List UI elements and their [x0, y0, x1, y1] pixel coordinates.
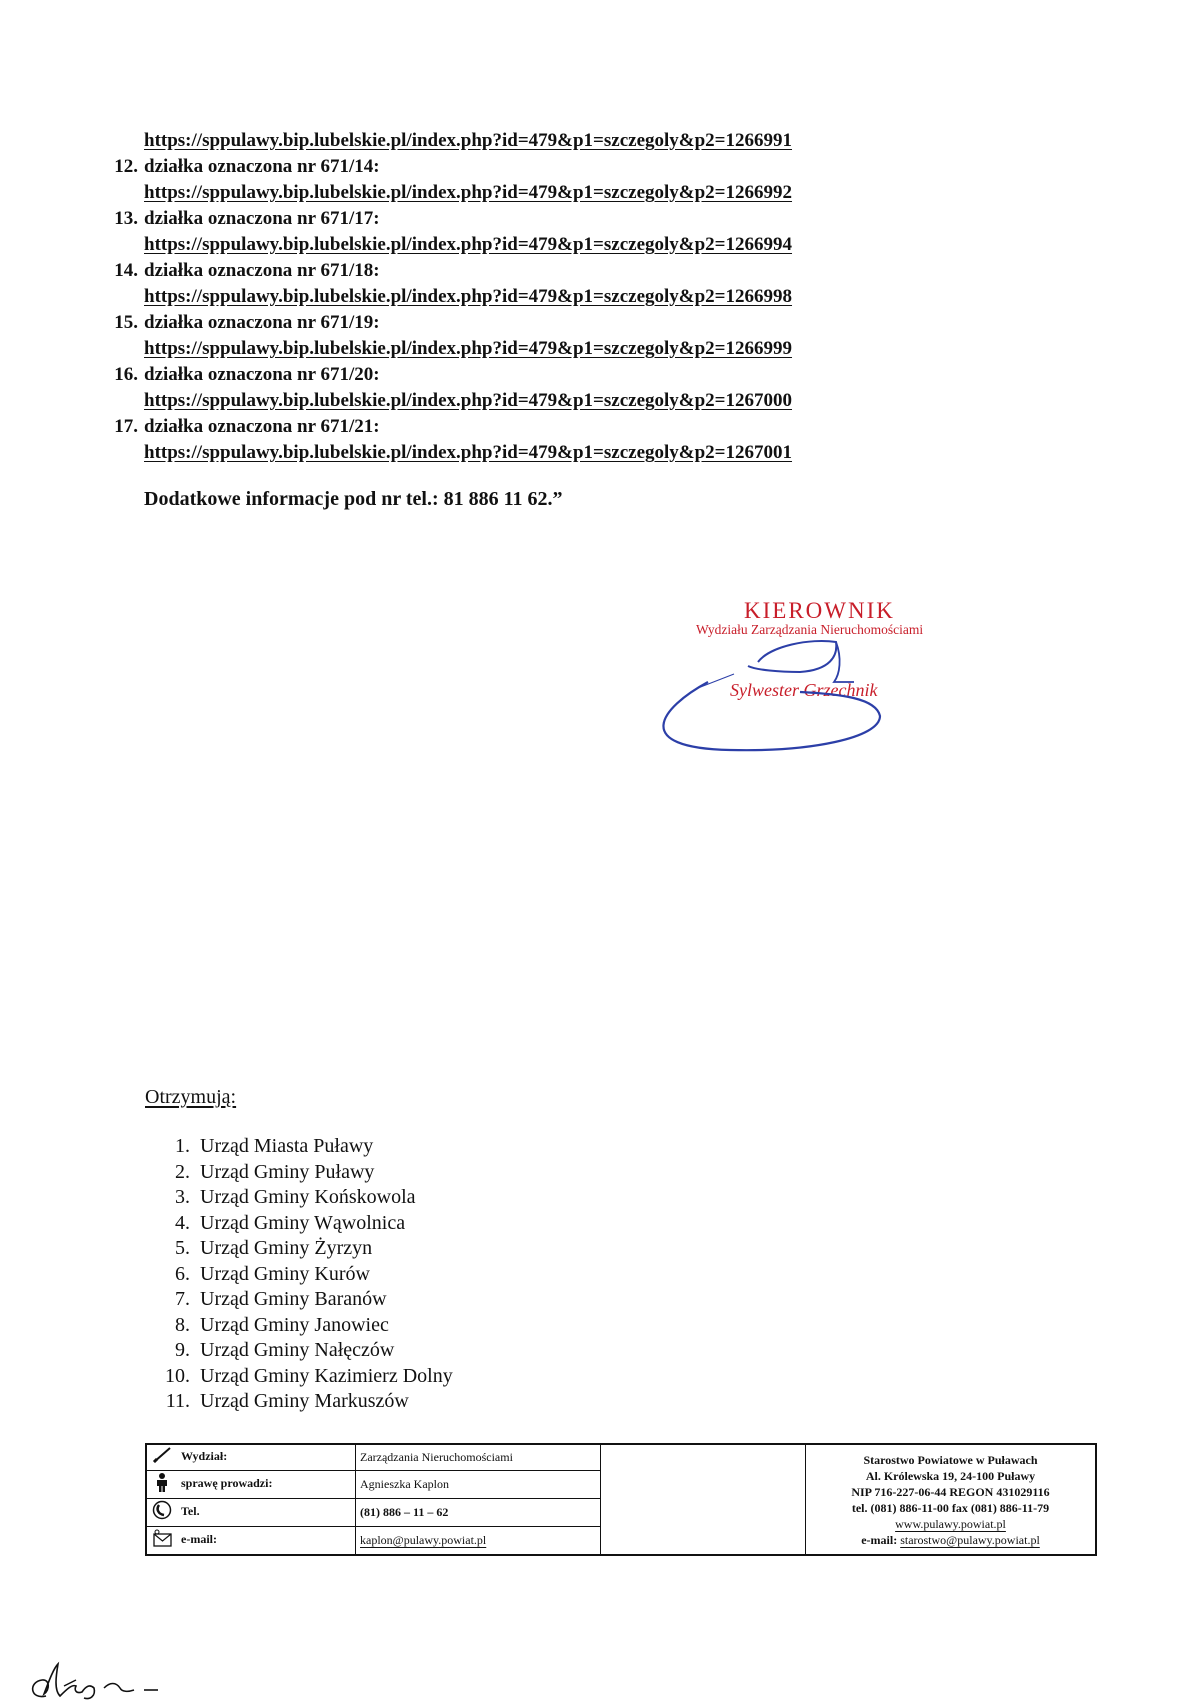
contact-label-cell: [147, 1498, 356, 1526]
phone-icon: [151, 1500, 181, 1524]
handwritten-initials: [20, 1660, 160, 1704]
plot-label: działka oznaczona nr 671/19:: [144, 312, 380, 333]
plot-link[interactable]: https://sppulawy.bip.lubelskie.pl/index.php?id=479&p1=szczegoly&p2=1266991: [144, 130, 793, 151]
recipient-item: [160, 1338, 453, 1364]
office-phones: tel. (081) 886-11-00 fax (081) 886-11-79: [851, 1500, 1050, 1515]
recipient-item: [160, 1389, 453, 1415]
contact-value: Agnieszka Kaplon: [356, 1470, 601, 1498]
stamp-subtitle: Wydziału Zarządzania Nieruchomościami: [696, 622, 924, 637]
recipient-item: [160, 1287, 453, 1313]
recipient-number: 11.: [165, 1390, 190, 1412]
recipient-name: Urząd Gminy Puławy: [200, 1160, 375, 1183]
stamp-name: Sylwester Grzechnik: [730, 680, 878, 700]
office-details: [806, 1445, 1096, 1555]
blank-cell: [601, 1445, 806, 1555]
plot-item: [90, 414, 990, 440]
recipient-name: Urząd Gminy Kurów: [200, 1262, 370, 1285]
recipient-item: [160, 1185, 453, 1211]
recipient-item: [160, 1236, 453, 1262]
office-ids: NIP 716-227-06-44 REGON 431029116: [851, 1484, 1050, 1499]
contact-label-cell: [147, 1445, 356, 1471]
additional-info: Dodatkowe informacje pod nr tel.: 81 886 11 62.”: [144, 488, 563, 510]
contact-label-cell: [147, 1470, 356, 1498]
recipient-name: Urząd Gminy Markuszów: [200, 1390, 409, 1412]
office-email-label: e-mail:: [861, 1532, 898, 1547]
contact-label: Tel.: [181, 1504, 200, 1519]
recipient-name: Urząd Gminy Baranów: [200, 1288, 387, 1310]
recipient-name: Urząd Gminy Kazimierz Dolny: [200, 1364, 453, 1387]
recipient-item: [160, 1160, 453, 1186]
recipients-label: Otrzymują:: [145, 1086, 237, 1108]
recipient-number: 5.: [175, 1237, 190, 1259]
pen-icon: [151, 1446, 181, 1468]
recipient-name: Urząd Miasta Puławy: [200, 1135, 374, 1157]
recipient-number: 6.: [175, 1262, 190, 1285]
plot-item: [90, 258, 990, 284]
signature-scribble: [640, 598, 970, 758]
recipient-number: 8.: [175, 1313, 190, 1336]
plot-number: 16.: [114, 364, 138, 385]
plot-link[interactable]: https://sppulawy.bip.lubelskie.pl/index.php?id=479&p1=szczegoly&p2=1267000: [144, 390, 793, 411]
plot-link[interactable]: https://sppulawy.bip.lubelskie.pl/index.php?id=479&p1=szczegoly&p2=1267001: [144, 442, 793, 463]
plot-link[interactable]: https://sppulawy.bip.lubelskie.pl/index.php?id=479&p1=szczegoly&p2=1266994: [144, 234, 793, 255]
plot-item: [90, 154, 990, 180]
office-email[interactable]: starostwo@pulawy.powiat.pl: [900, 1532, 1040, 1547]
plot-item: [90, 206, 990, 232]
recipient-number: 9.: [175, 1339, 190, 1361]
recipients-list: [160, 1134, 453, 1415]
recipient-number: 1.: [175, 1135, 190, 1157]
contact-table: [145, 1443, 1097, 1556]
recipient-item: [160, 1364, 453, 1390]
stamp-title: KIEROWNIK: [744, 598, 895, 623]
plot-link[interactable]: https://sppulawy.bip.lubelskie.pl/index.php?id=479&p1=szczegoly&p2=1266999: [144, 338, 793, 359]
recipient-item: [160, 1211, 453, 1237]
plot-item: [90, 310, 990, 336]
office-address: Al. Królewska 19, 24-100 Puławy: [865, 1468, 1036, 1483]
plot-link[interactable]: https://sppulawy.bip.lubelskie.pl/index.php?id=479&p1=szczegoly&p2=1266998: [144, 286, 793, 307]
contact-email[interactable]: kaplon@pulawy.powiat.pl: [356, 1526, 601, 1554]
office-website[interactable]: www.pulawy.powiat.pl: [895, 1516, 1006, 1531]
mail-icon: [151, 1528, 181, 1552]
plot-number: 13.: [114, 208, 138, 229]
plot-label: działka oznaczona nr 671/17:: [144, 208, 380, 229]
official-stamp: [640, 598, 970, 758]
plot-links-list: [90, 128, 990, 466]
plot-number: 15.: [114, 312, 138, 333]
office-name: Starostwo Powiatowe w Puławach: [863, 1452, 1038, 1467]
contact-value: (81) 886 – 11 – 62: [356, 1498, 601, 1526]
recipient-item: [160, 1313, 453, 1339]
plot-link[interactable]: https://sppulawy.bip.lubelskie.pl/index.php?id=479&p1=szczegoly&p2=1266992: [144, 182, 793, 203]
plot-number: 17.: [114, 416, 138, 437]
person-icon: [151, 1472, 181, 1496]
contact-value: Zarządzania Nieruchomościami: [356, 1445, 601, 1471]
recipient-item: [160, 1262, 453, 1288]
plot-label: działka oznaczona nr 671/21:: [144, 416, 380, 437]
recipient-item: [160, 1134, 453, 1160]
recipient-number: 4.: [175, 1211, 190, 1234]
plot-number: 12.: [114, 156, 138, 177]
plot-label: działka oznaczona nr 671/20:: [144, 364, 380, 385]
plot-number: 14.: [114, 260, 138, 281]
plot-label: działka oznaczona nr 671/18:: [144, 260, 380, 281]
recipient-number: 10.: [165, 1364, 190, 1387]
recipient-name: Urząd Gminy Końskowola: [200, 1186, 416, 1208]
recipient-number: 7.: [175, 1288, 190, 1310]
recipient-name: Urząd Gminy Żyrzyn: [200, 1237, 373, 1259]
plot-item: [90, 362, 990, 388]
recipient-number: 2.: [175, 1160, 190, 1183]
contact-label: e-mail:: [181, 1532, 217, 1547]
plot-label: działka oznaczona nr 671/14:: [144, 156, 380, 177]
recipient-name: Urząd Gminy Wąwolnica: [200, 1211, 406, 1234]
contact-label: sprawę prowadzi:: [181, 1476, 273, 1491]
recipient-number: 3.: [175, 1186, 190, 1208]
recipient-name: Urząd Gminy Nałęczów: [200, 1339, 395, 1361]
contact-label: Wydział:: [181, 1449, 228, 1464]
recipient-name: Urząd Gminy Janowiec: [200, 1313, 389, 1336]
contact-label-cell: [147, 1526, 356, 1554]
